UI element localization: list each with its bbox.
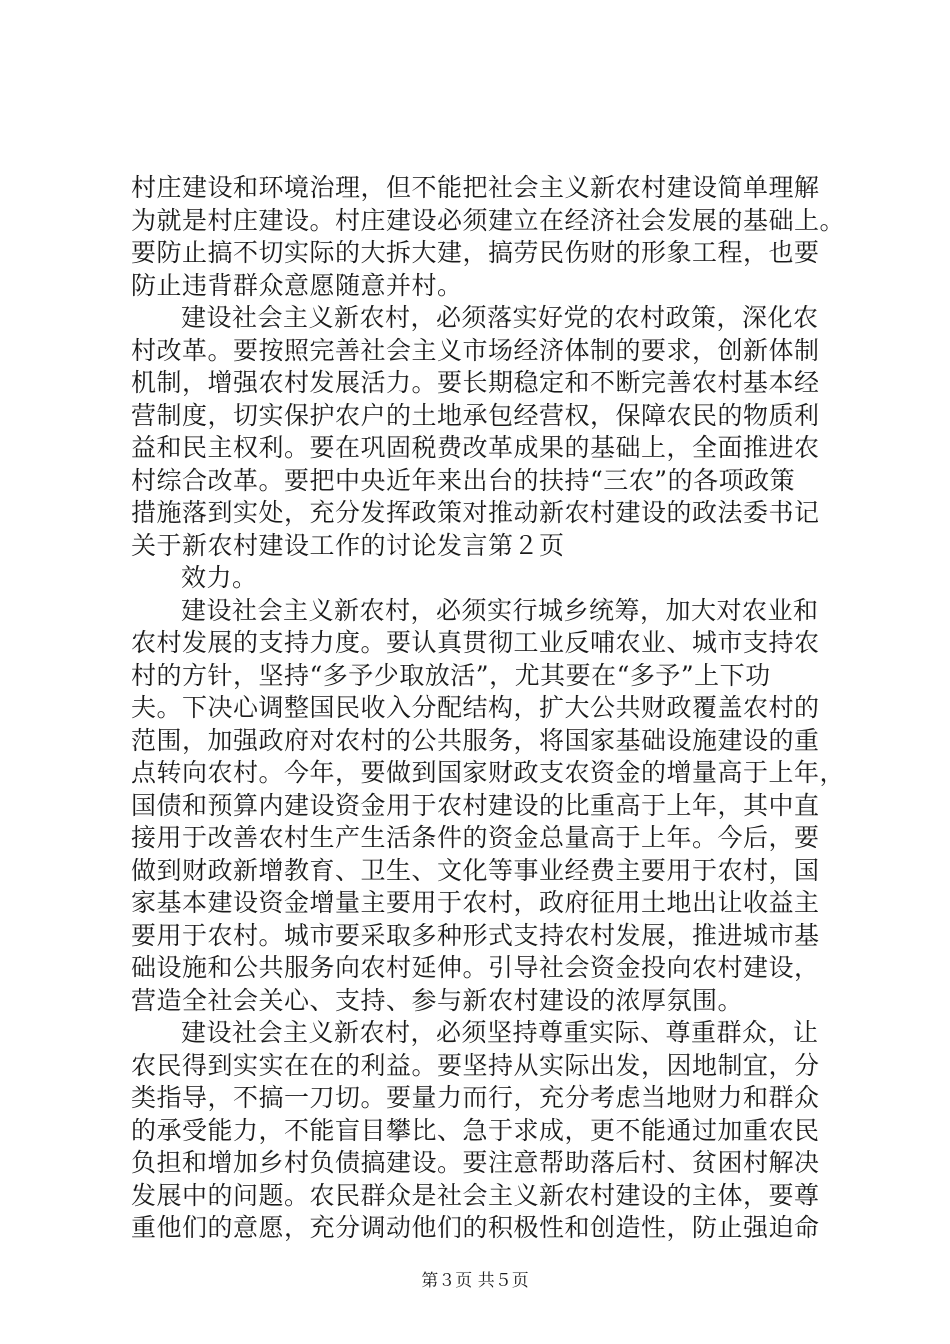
page-footer: 第３页 共５页	[421, 1271, 529, 1291]
text-line: 国债和预算内建设资金用于农村建设的比重高于上年，其中直	[131, 790, 820, 820]
text-line: 农村发展的支持力度。要认真贯彻工业反哺农业、城市支持农	[131, 628, 820, 657]
text-line: 关于新农村建设工作的讨论发言第２页	[131, 530, 565, 560]
text-line: 接用于改善农村生产生活条件的资金总量高于上年。今后，要	[131, 823, 820, 852]
text-line: 益和民主权利。要在巩固税费改革成果的基础上，全面推进农	[131, 433, 820, 462]
text-line: 村庄建设和环境治理，但不能把社会主义新农村建设简单理解	[131, 173, 820, 202]
text-line: 负担和增加乡村负债搞建设。要注意帮助落后村、贫困村解决	[131, 1148, 820, 1177]
text-line: 村改革。要按照完善社会主义市场经济体制的要求，创新体制	[131, 335, 820, 365]
document-body	[131, 172, 846, 1245]
text-line: 建设社会主义新农村，必须坚持尊重实际、尊重群众，让	[181, 1018, 819, 1047]
text-line: 防止违背群众意愿随意并村。	[131, 270, 463, 300]
text-line: 范围，加强政府对农村的公共服务，将国家基础设施建设的重	[131, 725, 820, 755]
text-line: 要防止搞不切实际的大拆大建，搞劳民伤财的形象工程，也要	[131, 238, 820, 267]
text-line: 建设社会主义新农村，必须实行城乡统筹，加大对农业和	[181, 595, 819, 625]
text-line: 重他们的意愿，充分调动他们的积极性和创造性，防止强迫命	[131, 1213, 820, 1242]
text-line: 营制度，切实保护农户的土地承包经营权，保障农民的物质利	[131, 400, 820, 430]
text-line: 夫。下决心调整国民收入分配结构，扩大公共财政覆盖农村的	[131, 693, 820, 722]
text-line: 点转向农村。今年，要做到国家财政支农资金的增量高于上年，	[131, 758, 846, 787]
text-line: 家基本建设资金增量主要用于农村，政府征用土地出让收益主	[131, 888, 820, 917]
text-line: 效力。	[181, 563, 258, 592]
text-line: 要用于农村。城市要采取多种形式支持农村发展，推进城市基	[131, 920, 820, 950]
text-line: 建设社会主义新农村，必须落实好党的农村政策，深化农	[181, 303, 819, 332]
text-line: 营造全社会关心、支持、参与新农村建设的浓厚氛围。	[131, 985, 744, 1015]
text-line: 村的方针，坚持“多予少取放活”，尤其要在“多予”上下功	[131, 660, 771, 690]
text-line: 础设施和公共服务向农村延伸。引导社会资金投向农村建设，	[131, 953, 820, 982]
text-line: 村综合改革。要把中央近年来出台的扶持“三农”的各项政策	[131, 465, 796, 495]
text-line: 措施落到实处，充分发挥政策对推动新农村建设的政法委书记	[131, 498, 820, 527]
text-line: 发展中的问题。农民群众是社会主义新农村建设的主体，要尊	[131, 1180, 820, 1210]
text-line: 机制，增强农村发展活力。要长期稳定和不断完善农村基本经	[131, 368, 820, 397]
text-line: 农民得到实实在在的利益。要坚持从实际出发，因地制宜，分	[131, 1050, 820, 1080]
text-line: 为就是村庄建设。村庄建设必须建立在经济社会发展的基础上。	[131, 205, 846, 235]
text-line: 的承受能力，不能盲目攀比、急于求成，更不能通过加重农民	[131, 1115, 820, 1145]
text-line: 类指导，不搞一刀切。要量力而行，充分考虑当地财力和群众	[131, 1083, 820, 1112]
text-line: 做到财政新增教育、卫生、文化等事业经费主要用于农村，国	[131, 855, 820, 885]
